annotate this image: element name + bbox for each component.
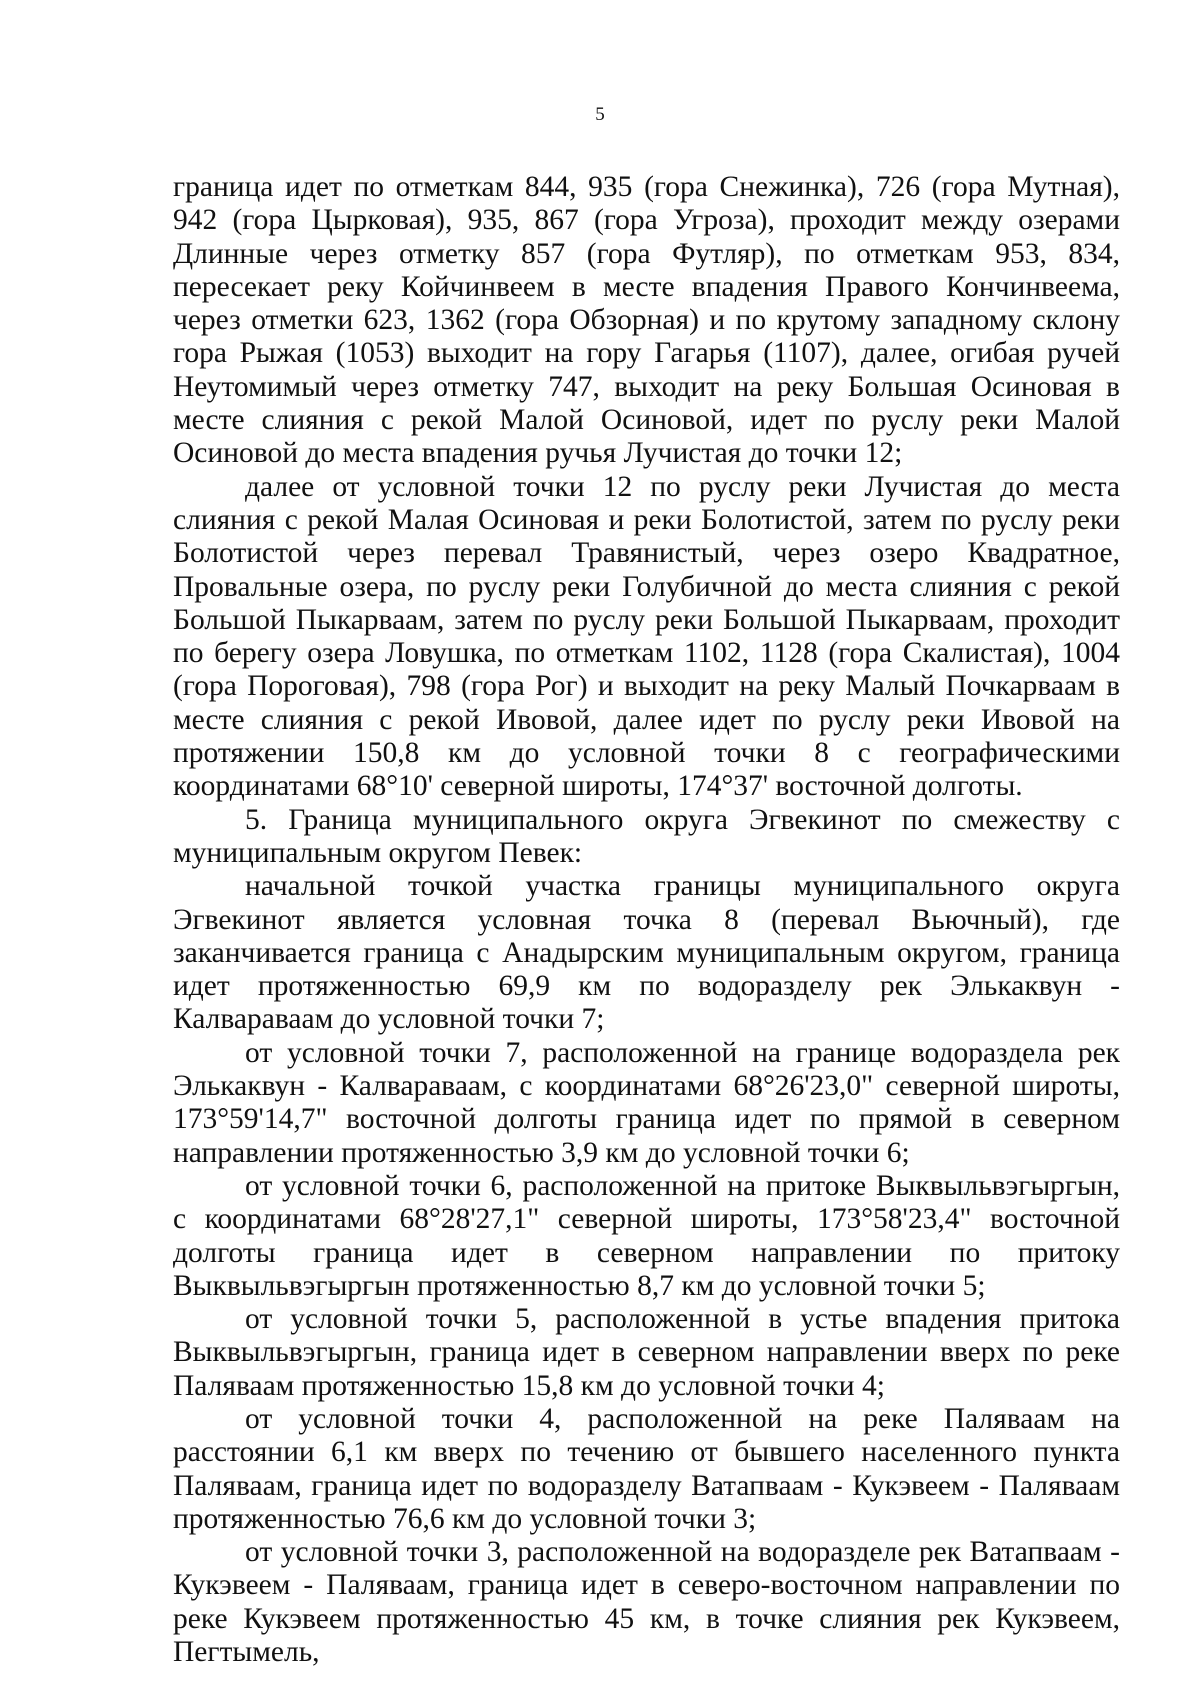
paragraph: начальной точкой участка границы муниципального округа Эгвекинот является условная точка 8 (перевал Вьючный), где заканчивается граница с Анадырским муниципальным округом, граница идет протяженностью 69,9 км по водоразделу рек Элькаквун - Калвараваам до условной точки 7; bbox=[173, 870, 1120, 1036]
paragraph: далее от условной точки 12 по руслу реки Лучистая до места слияния с рекой Малая Осиновая и реки Болотистой, затем по руслу реки Болотистой через перевал Травянистый, через озеро Квадратное, Провальные озера, по руслу реки Голубичной до места слияния с рекой Большой Пыкарваам, затем по руслу реки Большой Пыкарваам, проходит по берегу озера Ловушка, по отметкам 1102, 1128 (гора Скалистая), 1004 (гора Пороговая), 798 (гора Рог) и выходит на реку Малый Почкарваам в месте слияния с рекой Ивовой, далее идет по руслу реки Ивовой на протяжении 150,8 км до условной точки 8 с географическими координатами 68°10' северной широты, 174°37' восточной долготы. bbox=[173, 470, 1120, 803]
paragraph-section-5-heading: 5. Граница муниципального округа Эгвекинот по смежеству с муниципальным округом Певек: bbox=[173, 803, 1120, 869]
paragraph: от условной точки 5, расположенной в устье впадения притока Выквыльвэгыргын, граница идет в северном направлении вверх по реке Паляваам протяженностью 15,8 км до условной точки 4; bbox=[173, 1303, 1120, 1402]
document-body bbox=[173, 171, 1120, 1669]
paragraph-continuation: граница идет по отметкам 844, 935 (гора Снежинка), 726 (гора Мутная), 942 (гора Цырковая), 935, 867 (гора Угроза), проходит между озерами Длинные через отметку 857 (гора Футляр), по отметкам 953, 834, пересекает реку Койчинвеем в месте впадения Правого Кончинвеема, через отметки 623, 1362 (гора Обзорная) и по крутому западному склону гора Рыжая (1053) выходит на гору Гагарья (1107), далее, огибая ручей Неутомимый через отметку 747, выходит на реку Большая Осиновая в месте слияния с рекой Малой Осиновой, идет по руслу реки Малой Осиновой до места впадения ручья Лучистая до точки 12; bbox=[173, 171, 1120, 470]
paragraph: от условной точки 3, расположенной на водоразделе рек Ватапваам - Кукэвеем - Паляваам, граница идет в северо-восточном направлении по реке Кукэвеем протяженностью 45 км, в точке слияния рек Кукэвеем, Пегтымель, bbox=[173, 1536, 1120, 1669]
page-number: 5 bbox=[595, 104, 605, 125]
paragraph: от условной точки 7, расположенной на границе водораздела рек Элькаквун - Калвараваам, с координатами 68°26'23,0" северной широты, 173°59'14,7" восточной долготы граница идет по прямой в северном направлении протяженностью 3,9 км до условной точки 6; bbox=[173, 1036, 1120, 1169]
paragraph: от условной точки 4, расположенной на реке Паляваам на расстоянии 6,1 км вверх по течению от бывшего населенного пункта Паляваам, граница идет по водоразделу Ватапваам - Кукэвеем - Паляваам протяженностью 76,6 км до условной точки 3; bbox=[173, 1402, 1120, 1535]
paragraph: от условной точки 6, расположенной на притоке Выквыльвэгыргын, с координатами 68°28'27,1" северной широты, 173°58'23,4" восточной долготы граница идет в северном направлении по притоку Выквыльвэгыргын протяженностью 8,7 км до условной точки 5; bbox=[173, 1169, 1120, 1302]
